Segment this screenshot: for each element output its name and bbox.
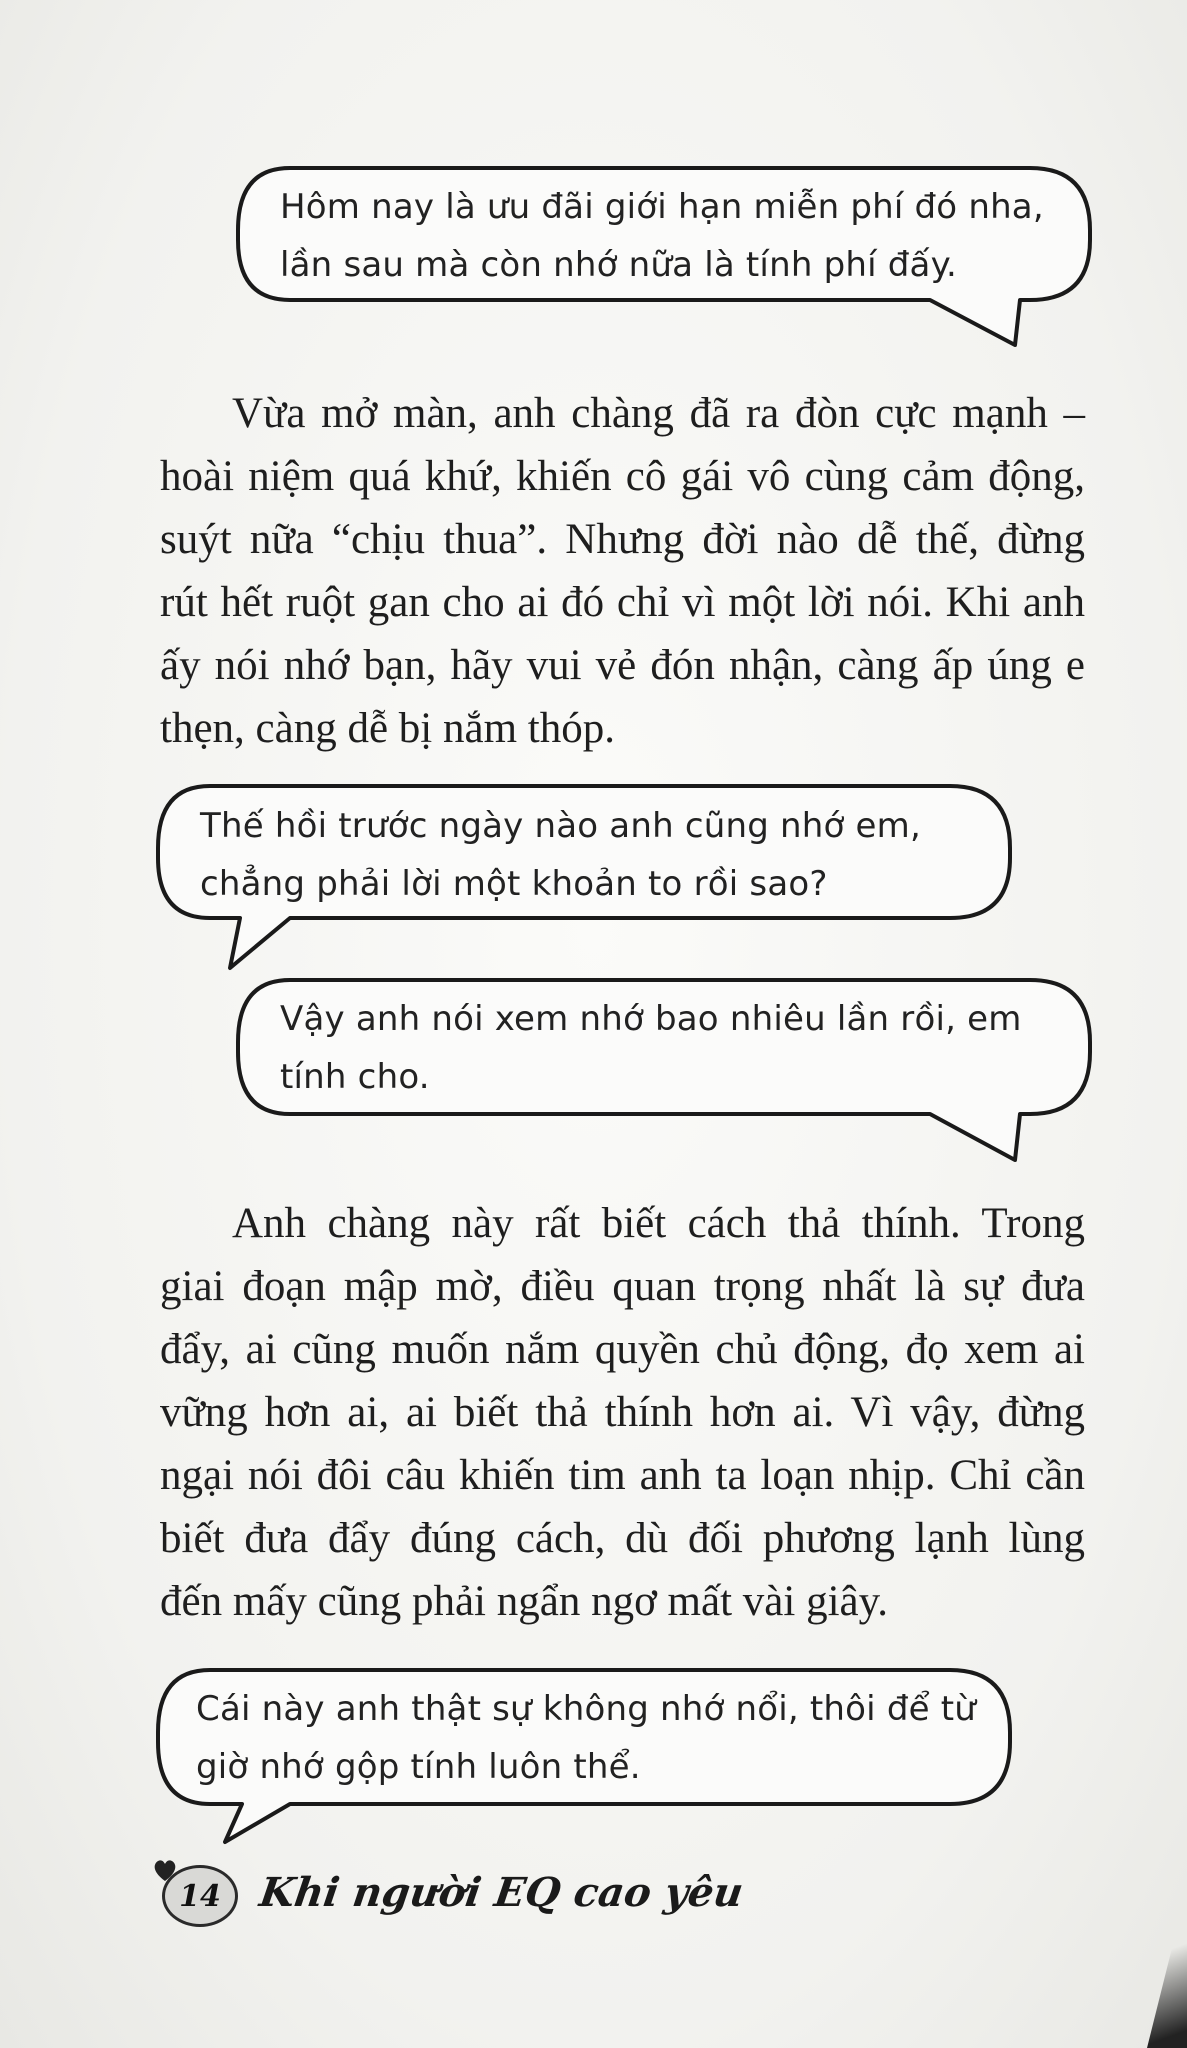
paragraph-line: thẹn, càng dễ bị nắm thóp.: [160, 705, 615, 752]
paragraph-line: Vừa mở màn, anh chàng đã ra đòn cực mạnh –: [232, 390, 1085, 437]
paragraph-line: ngại nói đôi câu khiến tim anh ta loạn nhịp. Chỉ cần: [160, 1452, 1085, 1499]
speech-bubble-3-text: [280, 990, 1022, 1106]
paragraph-line: đến mấy cũng phải ngẩn ngơ mất vài giây.: [160, 1578, 889, 1625]
bubble-line: lần sau mà còn nhớ nữa là tính phí đấy.: [280, 245, 958, 285]
paragraph-line: rút hết ruột gan cho ai đó chỉ vì một lời nói. Khi anh: [160, 579, 1085, 626]
speech-bubble-4-text: [196, 1680, 976, 1796]
bubble-line: Thế hồi trước ngày nào anh cũng nhớ em,: [200, 806, 921, 846]
paragraph-line: đẩy, ai cũng muốn nắm quyền chủ động, đọ xem ai: [160, 1326, 1085, 1373]
page-number: 14: [162, 1865, 238, 1927]
bubble-line: tính cho.: [280, 1057, 430, 1097]
book-title: Khi người EQ cao yêu: [256, 1869, 747, 1916]
paragraph-2: [160, 1192, 1085, 1633]
paragraph-1: [160, 382, 1085, 760]
bubble-line: giờ nhớ gộp tính luôn thể.: [196, 1747, 641, 1787]
page-corner-shadow: [1147, 1888, 1187, 2048]
speech-bubble-1-text: [280, 178, 1044, 294]
paragraph-line: ấy nói nhớ bạn, hãy vui vẻ đón nhận, càng ấp úng e: [160, 642, 1085, 689]
bubble-line: Vậy anh nói xem nhớ bao nhiêu lần rồi, em: [280, 999, 1022, 1039]
page-footer: [150, 1855, 750, 1935]
paragraph-line: vững hơn ai, ai biết thả thính hơn ai. Vì vậy, đừng: [160, 1389, 1085, 1436]
bubble-line: Cái này anh thật sự không nhớ nổi, thôi để từ: [196, 1689, 977, 1729]
paragraph-line: giai đoạn mập mờ, điều quan trọng nhất là sự đưa: [160, 1263, 1085, 1310]
bubble-line: chẳng phải lời một khoản to rồi sao?: [200, 864, 828, 904]
bubble-line: Hôm nay là ưu đãi giới hạn miễn phí đó nha,: [280, 187, 1044, 227]
paragraph-line: suýt nữa “chịu thua”. Nhưng đời nào dễ thế, đừng: [160, 516, 1085, 563]
paragraph-line: hoài niệm quá khứ, khiến cô gái vô cùng cảm động,: [160, 453, 1085, 500]
speech-bubble-2-text: [200, 797, 921, 913]
paragraph-line: biết đưa đẩy đúng cách, dù đối phương lạnh lùng: [160, 1515, 1085, 1562]
paragraph-line: Anh chàng này rất biết cách thả thính. Trong: [232, 1200, 1085, 1247]
